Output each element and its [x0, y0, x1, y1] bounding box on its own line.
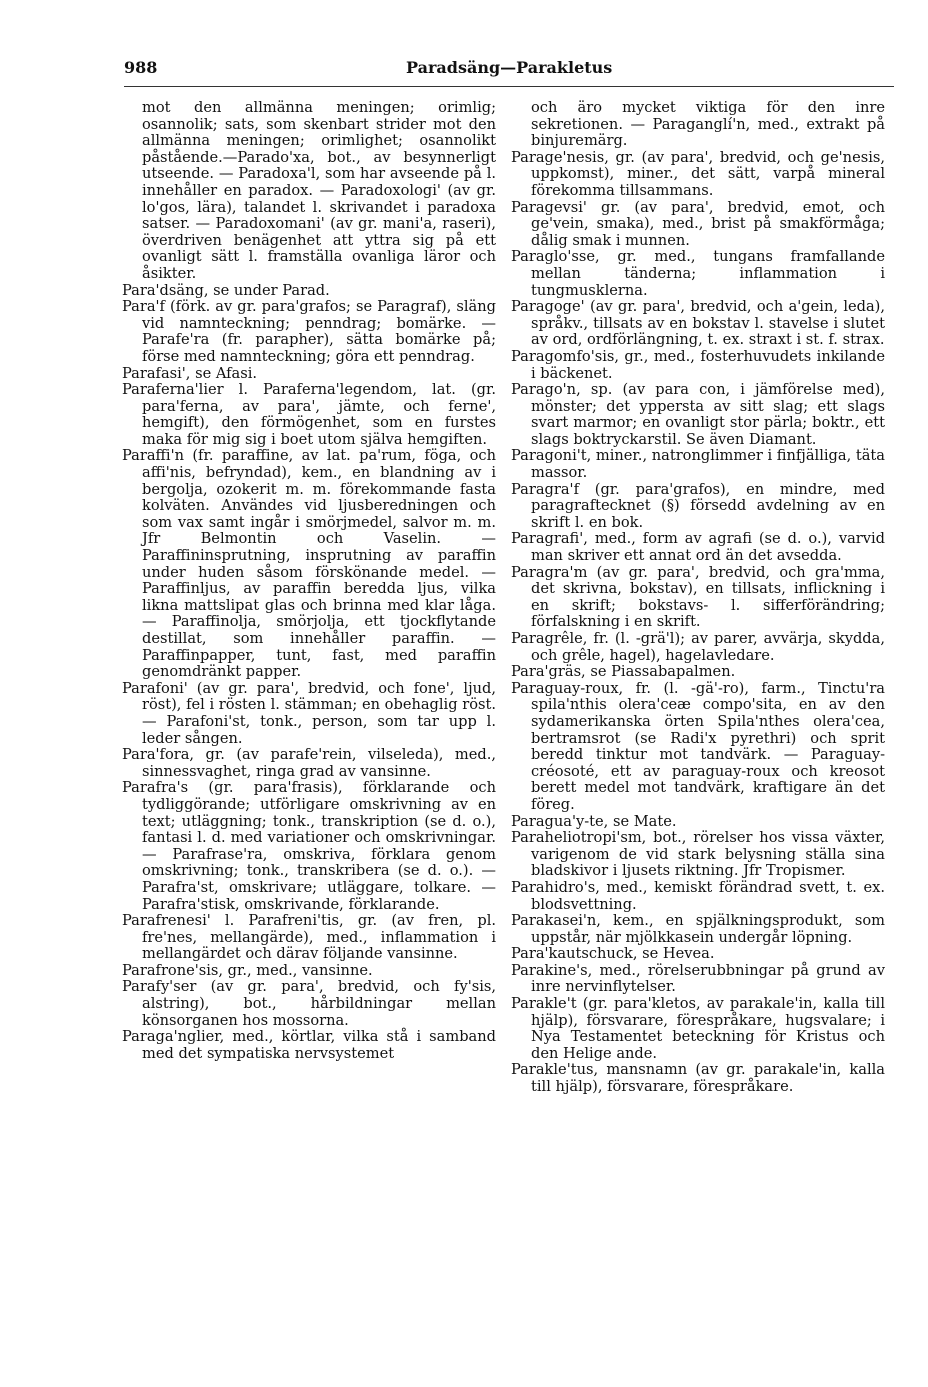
dictionary-entry: Paragevsi' gr. (av para', bredvid, emot, och ge'vein, smaka), med., brist på smakförmåga; dålig smak i munnen.: [511, 198, 885, 249]
dictionary-entry: Paraheliotropi'sm, bot., rörelser hos vissa växter, varigenom de vid stark belysning ställa sina bladskivor i ljusets riktning. Jfr Tropismer.: [511, 829, 885, 880]
dictionary-entry: Paraglo'sse, gr. med., tungans framfallande mellan tänderna; inflammation i tungmusklerna.: [511, 248, 885, 299]
right-column: [511, 100, 885, 1096]
dictionary-entry: Para'kautschuck, se Hevea.: [511, 945, 715, 963]
dictionary-entry: Paragra'm (av gr. para', bredvid, och gra'mma, det skrivna, bokstav), en tillsats, inflickning i en skrift; bokstavs- l. sifferförändring; förfalskning i en skrift.: [511, 563, 885, 631]
dictionary-entry: Para'fora, gr. (av parafe'rein, vilseleda), med., sinnessvaghet, ringa grad av vansinne.: [122, 746, 496, 780]
dictionary-entry: Para'f (förk. av gr. para'grafos; se Paragraf), släng vid namnteckning; penndrag; bomärke. — Parafe'ra (fr. parapher), sätta bomärke på; förse med namnteckning; göra ett penndrag.: [122, 298, 496, 365]
dictionary-entry: Parage'nesis, gr. (av para', bredvid, och ge'nesis, uppkomst), miner., det sätt, varpå mineral förekomma tillsammans.: [511, 148, 885, 199]
dictionary-entry: Paragrafi', med., form av agrafi (se d. o.), varvid man skriver ett annat ord än det avsedda.: [511, 530, 885, 565]
dictionary-entry: Paraffi'n (fr. paraffine, av lat. pa'rum, föga, och affi'nis, befryndad), kem., en blandning av i bergolja, ozokerit m. m. förekommande fasta kolväten. Användes vid ljusberedningen och som vax samt ingår i smörjmedel, salvor m. m. Jfr Belmontin och Vaselin. — Paraffininsprutning, insprutning av paraffin under huden såsom förskönande medel. — Paraffinljus, av paraffin beredda ljus, vilka likna mattslipat glas och brinna med klar låga. — Paraffinolja, smörjolja, ett tjockflytande destillat, som innehåller paraffin. — Paraffinpapper, tunt, fast, med paraffin genomdränkt papper.: [122, 447, 496, 681]
left-column: [122, 100, 496, 1062]
page-number: 988: [124, 58, 158, 77]
dictionary-entry: Parago'n, sp. (av para con, i jämförelse med), mönster; det yppersta av sitt slag; ett slags svart marmor; en ovanligt stor pärla; boktr., ett slags boktryckarstil. Se även Diamant.: [511, 381, 885, 448]
page-header: [124, 58, 886, 82]
dictionary-entry: Parafra's (gr. para'frasis), förklarande och tydliggörande; utförligare omskrivning av en text; utläggning; tonk., transkription (se d. o.), fantasi l. d. med variationer och omskrivningar. — Parafrase'ra, omskriva, förklara genom omskrivning; tonk., transkribera (se d. o.). — Parafra'st, omskrivare; utläggare, tolkare. — Parafra'stisk, omskrivande, förklarande.: [122, 779, 496, 913]
dictionary-entry: Parahidro's, med., kemiskt förändrad svett, t. ex. blodsvettning.: [511, 878, 885, 913]
dictionary-entry: och äro mycket viktiga för den inre sekretionen. — Paraganglí'n, med., extrakt på binjuremärg.: [531, 99, 885, 150]
dictionary-entry: Parafrenesi' l. Parafreni'tis, gr. (av fren, pl. fre'nes, mellangärde), med., inflammation i mellangärdet och därav följande vansinne.: [122, 912, 496, 963]
dictionary-entry: Parafasi', se Afasi.: [122, 364, 258, 382]
dictionary-entry: Parafy'ser (av gr. para', bredvid, och fy'sis, alstring), bot., hårbildningar mellan könsorganen hos mossorna.: [122, 978, 496, 1029]
dictionary-entry: Parakasei'n, kem., en spjälkningsprodukt, som uppstår, när mjölkkasein undergår löpning.: [511, 912, 885, 946]
dictionary-entry: Parakle'tus, mansnamn (av gr. parakale'in, kalla till hjälp), försvarare, förespråkare.: [511, 1061, 885, 1096]
dictionary-entry: Paragoge' (av gr. para', bredvid, och a'gein, leda), språkv., tillsats av en bokstav l. stavelse i slutet av ord, ordförlängning, t. ex. straxt i st. f. strax.: [511, 298, 885, 349]
dictionary-entry: Paragua'y-te, se Mate.: [511, 812, 677, 830]
dictionary-entry: Parafrone'sis, gr., med., vansinne.: [122, 961, 373, 979]
dictionary-entry: Paragrêle, fr. (l. -grä'l); av parer, avvärja, skydda, och grêle, hagel), hagelavledare.: [511, 630, 885, 664]
dictionary-entry: Parakle't (gr. para'kletos, av parakale'in, kalla till hjälp), försvarare, förespråkare, hugsvalare; i Nya Testamentet beteckning för Kristus och den Helige ande.: [511, 995, 885, 1062]
dictionary-entry: Paraga'nglier, med., körtlar, vilka stå i samband med det sympatiska nervsystemet: [122, 1028, 496, 1062]
dictionary-entry: Paragomfo'sis, gr., med., fosterhuvudets inkilande i bäckenet.: [511, 347, 885, 382]
dictionary-entry: Paragra'f (gr. para'grafos), en mindre, med paragraftecknet (§) försedd avdelning av en skrift l. en bok.: [511, 480, 885, 531]
dictionary-entry: Paraferna'lier l. Paraferna'legendom, lat. (gr. para'ferna, av para', jämte, och ferne', hemgift), den förmögenhet, som en furstes maka för mig sig i boet utom själva hemgiften.: [122, 381, 496, 448]
dictionary-entry: Para'gräs, se Piassabapalmen.: [511, 663, 736, 681]
dictionary-entry: mot den allmänna meningen; orimlig; osannolik; sats, som skenbart strider mot den allmänna meningen; orimlighet; osannolikt påstående.—Parado'xa, bot., av besynnerligt utseende. — Paradoxa'l, som har avseende på l. innehåller en paradox. — Paradoxologi' (av gr. lo'gos, lära), talandet l. skrivandet i paradoxa satser. — Paradoxomani' (av gr. mani'a, raseri), överdriven benägenhet att yttra sig på ett ovanligt sätt l. framställa ovanliga läror och åsikter.: [142, 99, 496, 282]
dictionary-entry: Paragoni't, miner., natronglimmer i finfjälliga, täta massor.: [511, 447, 885, 482]
dictionary-entry: Parakine's, med., rörelserubbningar på grund av inre nervinflytelser.: [511, 961, 885, 996]
dictionary-entry: Parafoni' (av gr. para', bredvid, och fone', ljud, röst), fel i rösten l. stämman; en obehaglig röst. — Parafoni'st, tonk., person, som tar upp l. leder sången.: [122, 679, 496, 747]
header-rule: [124, 86, 894, 87]
dictionary-entry: Paraguay-roux, fr. (l. -gä'-ro), farm., Tinctu'ra spila'nthis olera'ceæ compo'sita, en av den sydamerikanska örten Spila'nthes olera'cea, bertramsrot (se Radi'x pyrethri) och sprit beredd tinktur mot tandvärk. — Paraguay-créosoté, ett av paraguay-roux och kreosot berett medel mot tandvärk, kraftigare än det föreg.: [511, 679, 885, 813]
dictionary-entry: Para'dsäng, se under Parad.: [122, 281, 330, 299]
running-title: Paradsäng—Parakletus: [406, 58, 613, 77]
